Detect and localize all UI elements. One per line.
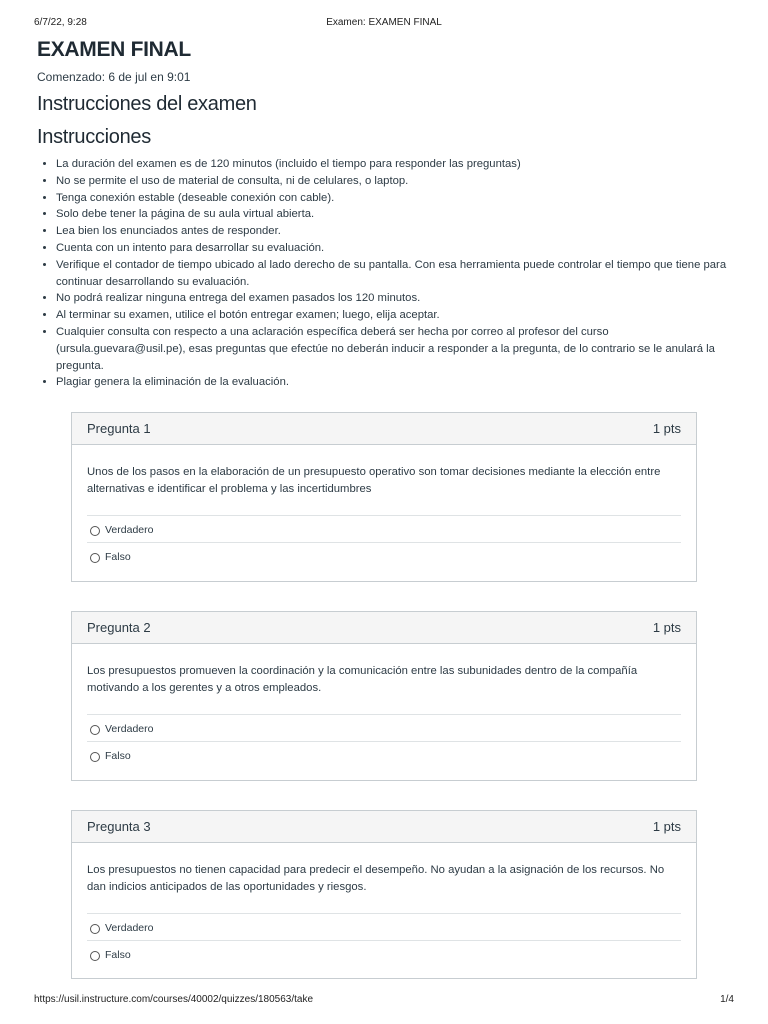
answer-options <box>87 714 681 768</box>
question-text: Los presupuestos no tienen capacidad para predecir el desempeño. No ayudan a la asignación de los recursos. No dan indicios anticipados de las oportunidades y riesgos. <box>87 864 665 893</box>
answer-options <box>87 515 681 569</box>
instruction-item: • Verifique el contador de tiempo ubicado al lado derecho de su pantalla. Con esa herramienta puede controlar el tiempo que tiene para continuar desarrollando su evaluación. <box>56 257 737 291</box>
answer-option-falso[interactable] <box>87 542 681 569</box>
instructions-list <box>37 156 737 391</box>
exam-title: EXAMEN FINAL <box>37 38 191 61</box>
answer-label[interactable]: Falso <box>105 750 131 762</box>
instructions-subheading: Instrucciones <box>37 126 151 148</box>
radio-button[interactable] <box>90 526 100 536</box>
answer-label[interactable]: Verdadero <box>105 922 154 934</box>
radio-button[interactable] <box>90 553 100 563</box>
print-footer <box>34 994 734 1008</box>
radio-button[interactable] <box>90 951 100 961</box>
question-points: 1 pts <box>652 421 681 436</box>
print-header <box>34 17 734 31</box>
question-text: Los presupuestos promueven la coordinación y la comunicación entre las subunidades dentro de la compañía motivando a los gerentes y a otros empleados. <box>87 665 638 694</box>
answer-option-verdadero[interactable] <box>87 913 681 940</box>
exam-content <box>37 36 737 391</box>
instruction-item: • Cuenta con un intento para desarrollar su evaluación. <box>56 240 737 257</box>
question-header <box>72 612 696 644</box>
answer-options <box>87 913 681 967</box>
question-header <box>72 811 696 843</box>
answer-option-falso[interactable] <box>87 741 681 768</box>
question-title: Pregunta 3 <box>87 819 151 834</box>
question-points: 1 pts <box>652 819 681 834</box>
question-card-1 <box>71 412 697 582</box>
question-title: Pregunta 2 <box>87 620 151 635</box>
instruction-item: • Solo debe tener la página de su aula virtual abierta. <box>56 206 737 223</box>
print-document-title: Examen: EXAMEN FINAL <box>326 17 442 28</box>
question-text: Unos de los pasos en la elaboración de un presupuesto operativo son tomar decisiones mediante la elección entre alternativas e identificar el problema y las incertidumbres <box>87 466 661 495</box>
instructions-heading: Instrucciones del examen <box>37 93 257 115</box>
question-title: Pregunta 1 <box>87 421 151 436</box>
started-timestamp: Comenzado: 6 de jul en 9:01 <box>37 70 191 84</box>
answer-option-verdadero[interactable] <box>87 515 681 542</box>
answer-label[interactable]: Verdadero <box>105 723 154 735</box>
radio-button[interactable] <box>90 752 100 762</box>
answer-label[interactable]: Falso <box>105 949 131 961</box>
print-date: 6/7/22, 9:28 <box>34 17 87 28</box>
question-points: 1 pts <box>652 620 681 635</box>
instruction-item: • No podrá realizar ninguna entrega del examen pasados los 120 minutos. <box>56 290 737 307</box>
radio-button[interactable] <box>90 924 100 934</box>
answer-label[interactable]: Falso <box>105 551 131 563</box>
instruction-item: • Plagiar genera la eliminación de la evaluación. <box>56 374 737 391</box>
page-number: 1/4 <box>720 994 734 1005</box>
question-card-2 <box>71 611 697 781</box>
instruction-item: • Tenga conexión estable (deseable conexión con cable). <box>56 190 737 207</box>
instruction-item: • No se permite el uso de material de consulta, ni de celulares, o laptop. <box>56 173 737 190</box>
question-header <box>72 413 696 445</box>
answer-option-verdadero[interactable] <box>87 714 681 741</box>
page-url: https://usil.instructure.com/courses/40002/quizzes/180563/take <box>34 994 314 1005</box>
instruction-item: • Lea bien los enunciados antes de responder. <box>56 223 737 240</box>
answer-option-falso[interactable] <box>87 940 681 967</box>
instruction-item: • La duración del examen es de 120 minutos (incluido el tiempo para responder las preguntas) <box>56 156 737 173</box>
instruction-item: • Al terminar su examen, utilice el botón entregar examen; luego, elija aceptar. <box>56 307 737 324</box>
instruction-item: • Cualquier consulta con respecto a una aclaración específica deberá ser hecha por correo al profesor del curso (ursula.guevara@usil.pe), esas preguntas que efectúe no deberán inducir a responder a la pregunta, de lo contrario se le anulará la pregunta. <box>56 324 737 374</box>
question-card-3 <box>71 810 697 979</box>
radio-button[interactable] <box>90 725 100 735</box>
answer-label[interactable]: Verdadero <box>105 524 154 536</box>
